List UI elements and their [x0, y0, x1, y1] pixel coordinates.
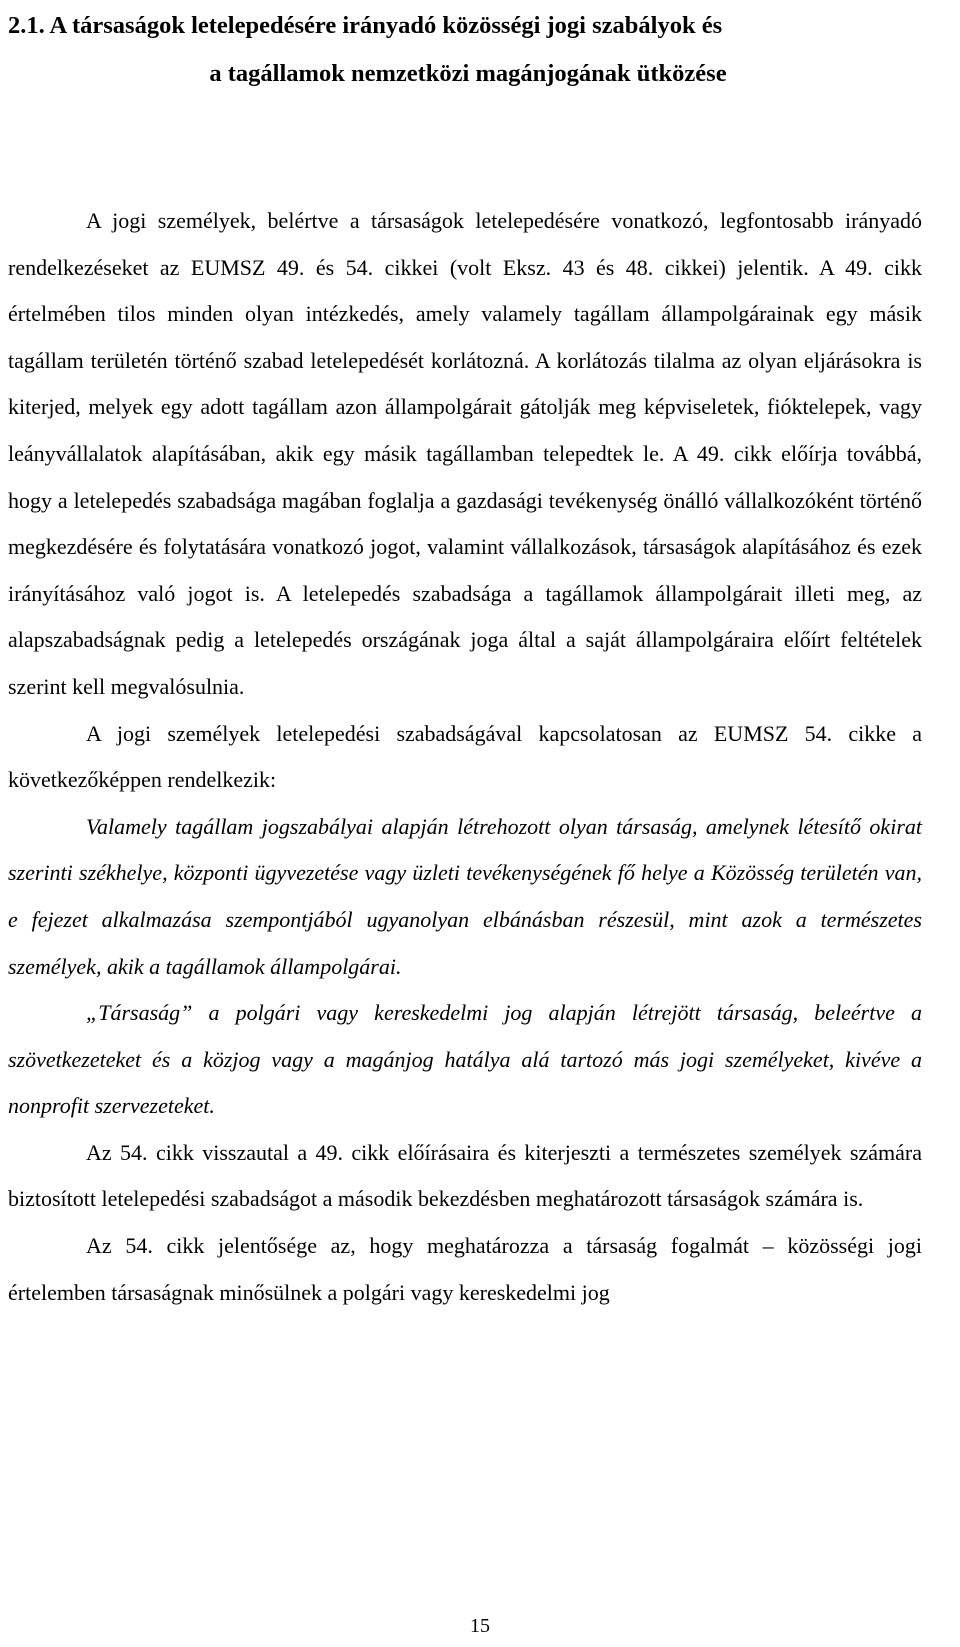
paragraph-article-54-reference: Az 54. cikk visszautal a 49. cikk előírásaira és kiterjeszti a természetes személyek számára biztosított letelepedési szabadságot a második bekezdésben meghatározott társaságok számára is. — [8, 1139, 922, 1212]
page-number: 15 — [470, 1615, 490, 1637]
section-heading-line-1: 2.1. A társaságok letelepedésére irányadó közösségi jogi szabályok és — [8, 12, 723, 39]
body-text — [8, 198, 922, 1316]
paragraph-article-54-significance: Az 54. cikk jelentősége az, hogy meghatározza a társaság fogalmát – közösségi jogi értelemben társaságnak minősülnek a polgári vagy kereskedelmi jog — [8, 1233, 922, 1305]
section-heading-line-2: a tagállamok nemzetközi magánjogának ütközése — [209, 60, 727, 87]
quote-article-54-first: Valamely tagállam jogszabályai alapján létrehozott olyan társaság, amelynek létesítő okirat szerinti székhelye, központi ügyvezetése vagy üzleti tevékenységének fő helye a Közösség területén van, e fejezet alkalmazása szempontjából ugyanolyan elbánásban részesül, mint azok a természetes személyek, akik a tagállamok állampolgárai. — [8, 813, 922, 979]
section-heading — [8, 2, 928, 98]
quote-article-54-second: „Társaság” a polgári vagy kereskedelmi jog alapján létrejött társaság, beleértve a szövetkezeteket és a közjog vagy a magánjog hatálya alá tartozó más jogi személyeket, kivéve a nonprofit szervezeteket. — [8, 1000, 922, 1119]
paragraph-article-54-intro: A jogi személyek letelepedési szabadságával kapcsolatosan az EUMSZ 54. cikke a következőképpen rendelkezik: — [8, 720, 922, 793]
paragraph-establishment-rules: A jogi személyek, belértve a társaságok letelepedésére vonatkozó, legfontosabb irányadó rendelkezéseket az EUMSZ 49. és 54. cikkei (volt Eksz. 43 és 48. cikkei) jelentik. A 49. cikk értelmében tilos minden olyan intézkedés, amely valamely tagállam állampolgárainak egy másik tagállam területén történő szabad letelepedését korlátozná. A korlátozás tilalma az olyan eljárásokra is kiterjed, melyek egy adott tagállam azon állampolgárait gátolják meg képviseletek, fióktelepek, vagy leányvállalatok alapításában, akik egy másik tagállamban telepedtek le. A 49. cikk előírja továbbá, hogy a letelepedés szabadsága magában foglalja a gazdasági tevékenység önálló vállalkozóként történő megkezdésére és folytatására vonatkozó jogot, valamint vállalkozások, társaságok alapításához és ezek irányításához való jogot is. A letelepedés szabadsága a tagállamok állampolgárait illeti meg, az alapszabadságnak pedig a letelepedés országának joga által a saját állampolgáraira előírt feltételek szerint kell megvalósulnia. — [8, 208, 922, 699]
